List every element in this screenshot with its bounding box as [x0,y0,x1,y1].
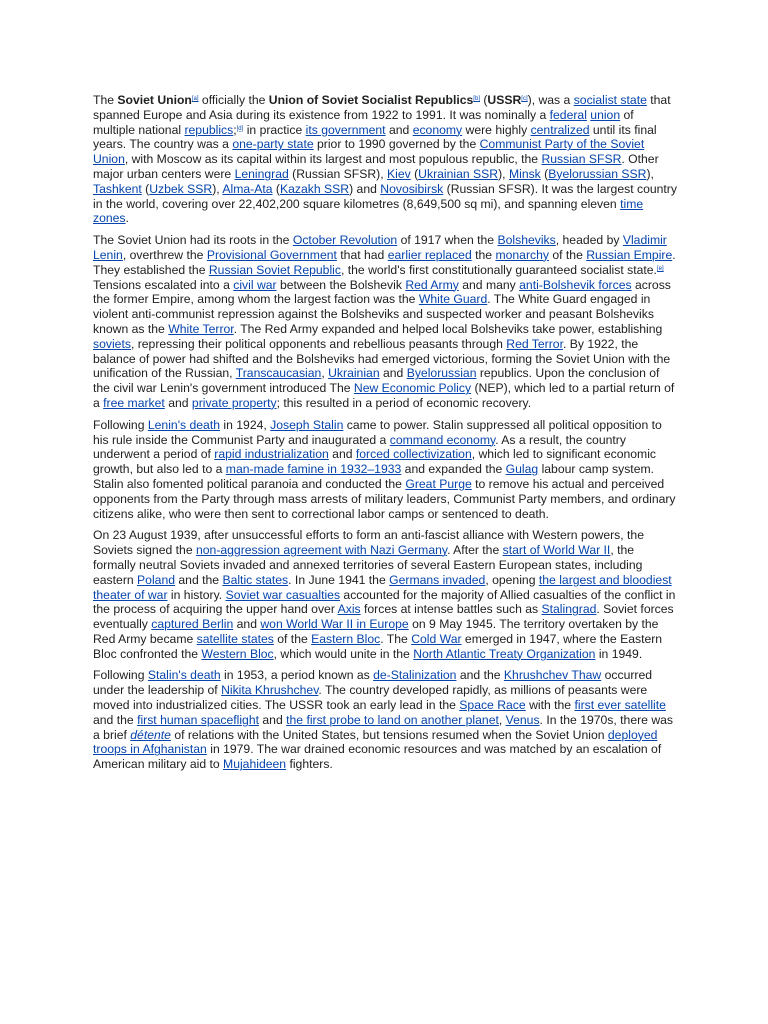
link-october-revolution[interactable]: October Revolution [292,233,398,248]
link-one-party-state[interactable]: one-party state [232,137,314,152]
text-run: emerged in 1947, where the Eastern Bloc confronted the [93,631,663,661]
text-run: and [328,447,356,462]
text-run: ), [646,166,654,181]
text-run: and the [93,712,138,727]
link-command-economy[interactable]: command economy [389,432,496,447]
link-ukrainian-ssr[interactable]: Ukrainian SSR [418,166,499,181]
link-republics[interactable]: republics [184,122,234,137]
link-man-made-famine-in-1932-1933[interactable]: man-made famine in 1932–1933 [225,462,402,477]
text-run: in 1924, [220,417,271,432]
link-great-purge[interactable]: Great Purge [405,476,472,491]
link-communist-party-of-the-soviet-union[interactable]: Communist Party of the Soviet Union [93,137,645,167]
link-kiev[interactable]: Kiev [387,166,411,181]
text-run: that had [336,247,388,262]
link-soviets[interactable]: soviets [93,336,131,351]
text-run: The Soviet Union had its roots in the [93,233,293,248]
text-run: forces at intense battles such as [360,602,542,617]
link-free-market[interactable]: free market [103,395,165,410]
link-won-world-war-ii-in-europe[interactable]: won World War II in Europe [260,617,409,632]
link-western-bloc[interactable]: Western Bloc [201,646,274,661]
link-time-zones[interactable]: time zones [93,196,644,226]
link-byelorussian[interactable]: Byelorussian [406,366,477,381]
link-lenin-s-death[interactable]: Lenin's death [147,417,221,432]
text-run: . In June 1941 the [288,572,390,587]
footnote-ref-link[interactable]: [e] [656,265,664,272]
footnote-ref [192,96,199,102]
text-run: prior to 1990 governed by the [313,137,480,152]
text-run: ( [410,166,419,181]
text-run: of 1917 when the [397,233,498,248]
link-cold-war[interactable]: Cold War [411,631,462,646]
link-its-government[interactable]: its government [305,122,386,137]
bold-term: Soviet Union [117,93,192,107]
text-run: , which led to significant economic growth, but also led to a [93,447,656,477]
paragraph-post-stalin [93,668,677,772]
link-socialist-state[interactable]: socialist state [573,93,647,107]
text-run: . The country developed rapidly, as millions of peasants were moved into industrialized cities. The USSR took an early lead in the [93,683,648,713]
text-run: were highly [462,122,531,137]
text-run: in 1979. The war drained economic resources and was matched by an escalation of American military aid to [93,742,662,772]
text-run: of the [548,247,587,262]
text-run: , the formally neutral Soviets invaded and annexed territories of several Eastern European states, including eastern [93,543,643,587]
link-captured-berlin[interactable]: captured Berlin [151,617,234,632]
text-run: and [233,617,261,632]
link-centralized[interactable]: centralized [530,122,590,137]
text-run: of multiple national [93,107,634,137]
paragraph-stalin-era [93,418,677,522]
link-red-terror[interactable]: Red Terror [506,336,563,351]
text-run: . The Red Army expanded and helped local Bolsheviks take power, establishing [233,321,663,336]
text-run: across the former Empire, among whom the largest faction was the [93,277,671,307]
link-axis[interactable]: Axis [337,602,361,617]
footnote-ref-link[interactable]: [b] [473,96,480,102]
link-detente[interactable] [130,728,171,742]
link-leningrad[interactable]: Leningrad [234,166,289,181]
bold-term: USSR [487,93,522,107]
text-run: ) and [349,181,381,196]
link-the-largest-and-bloodiest-theater-of-war[interactable]: the largest and bloodiest theater of war [93,572,672,602]
link-civil-war[interactable]: civil war [233,277,277,292]
link-tashkent[interactable]: Tashkent [93,181,142,196]
link-khrushchev-thaw[interactable]: Khrushchev Thaw [503,668,602,683]
link-joseph-stalin[interactable]: Joseph Stalin [270,417,344,432]
text-run: , [321,366,329,381]
link-stalin-s-death[interactable]: Stalin's death [147,668,221,683]
link-soviet-war-casualties[interactable]: Soviet war casualties [225,587,341,602]
text-run: came to power. Stalin suppressed all political opposition to his rule inside the Communist Party and inaugurated a [93,417,662,447]
text-run: , the world's first constitutionally guaranteed socialist state. [340,262,657,277]
footnote-ref-link[interactable]: [a] [191,96,199,102]
link-uzbek-ssr[interactable]: Uzbek SSR [149,181,213,196]
footnote-ref-link[interactable]: [d] [236,125,244,132]
link-eastern-bloc[interactable]: Eastern Bloc [311,631,381,646]
footnote-ref [473,96,480,102]
text-run: in practice [243,122,306,137]
article-body [93,93,677,779]
paragraph-world-war [93,528,677,661]
paragraph-intro [93,93,677,226]
link-kazakh-ssr[interactable]: Kazakh SSR [279,181,350,196]
link-venus[interactable]: Venus [505,712,540,727]
link-non-aggression-agreement-with-nazi-germany[interactable]: non-aggression agreement with Nazi Germany [195,543,448,558]
text-run: on 9 May 1945. The territory overtaken by the Red Army became [93,617,659,646]
text-run: Following [93,417,148,432]
text-run: ( [540,166,549,181]
link-space-race[interactable]: Space Race [459,698,526,713]
text-run: ; [233,122,237,137]
text-run: in 1949. [595,646,643,661]
link-the-first-probe-to-land-on-another-planet[interactable]: the first probe to land on another planet [286,712,499,727]
text-run: until its final years. The country was a [93,122,657,152]
link-novosibirsk[interactable]: Novosibirsk [380,181,444,196]
link-new-economic-policy[interactable]: New Economic Policy [353,381,472,396]
link-russian-soviet-republic[interactable]: Russian Soviet Republic [208,262,341,277]
link-economy[interactable]: economy [412,122,463,137]
text-run: ( [272,181,280,196]
text-run: The [93,93,118,107]
text-run: and [164,395,192,410]
link-start-of-world-war-ii[interactable]: start of World War II [502,543,611,558]
text-run: On 23 August 1939, after unsuccessful efforts to form an anti-fascist alliance with Western powers, the Soviets signed the [93,528,644,558]
text-run: , with Moscow as its capital within its largest and most populous republic, the [124,152,542,167]
text-run: . Soviet forces eventually [93,602,674,632]
text-run: . In the 1970s, there was a brief [93,712,674,742]
link-transcaucasian[interactable]: Transcaucasian [235,366,322,381]
text-run: . The White Guard engaged in violent anti-communist repression against the Bolsheviks and suspected worker and peasant Bolsheviks known as the [93,292,654,336]
footnote-ref-link[interactable]: [c] [521,96,528,102]
link-earlier-replaced[interactable]: earlier replaced [387,247,472,262]
text-run: with the [525,698,575,713]
text-run: , [498,712,506,727]
link-vladimir-lenin[interactable]: Vladimir Lenin [93,233,667,262]
text-run: (Russian SFSR), [288,166,387,181]
link-ukrainian[interactable]: Ukrainian [328,366,380,381]
text-run: and [385,122,413,137]
link-stalingrad[interactable]: Stalingrad [541,602,597,617]
link-gulag[interactable]: Gulag [505,462,539,477]
link-satellite-states[interactable]: satellite states [196,631,274,646]
text-run: to remove his actual and perceived opponents from the Party through mass arrests of military leaders, Communist Party members, and ordinary citizens alike, who were then sent to correctional labor camps or sentenced to death. [93,476,676,521]
link-rapid-industrialization[interactable]: rapid industrialization [214,447,329,462]
link-first-human-spaceflight[interactable]: first human spaceflight [137,712,259,727]
link-de-stalinization[interactable]: de-Stalinization [373,668,457,683]
link-bolsheviks[interactable]: Bolsheviks [497,233,556,248]
link-private-property[interactable]: private property [191,395,277,410]
bold-term: Union of Soviet Socialist Republics [268,93,474,107]
link-nikita-khrushchev[interactable]: Nikita Khrushchev [221,683,319,698]
footnote-ref [657,266,664,272]
text-run: and expanded the [401,462,506,477]
link-north-atlantic-treaty-organization[interactable]: North Atlantic Treaty Organization [413,646,596,661]
text-run: the [471,247,496,262]
link-monarchy[interactable]: monarchy [495,247,549,262]
text-run: between the Bolshevik [276,277,406,292]
text-run: accounted for the majority of Allied casualties of the conflict in the process of acquiring the upper hand over [93,587,676,617]
text-run: of the [273,631,312,646]
text-run: of relations with the United States, but tensions resumed when the Soviet Union [170,727,608,742]
link-anti-bolshevik-forces[interactable]: anti-Bolshevik forces [519,277,632,292]
text-run: ; this resulted in a period of economic recovery. [276,395,532,410]
link-first-ever-satellite[interactable]: first ever satellite [574,698,666,713]
text-run: . They established the [93,247,676,277]
link-russian-empire[interactable]: Russian Empire [586,247,673,262]
link-russian-sfsr[interactable]: Russian SFSR [541,152,622,167]
text-run: ), was a [527,93,574,107]
link-poland[interactable]: Poland [137,572,175,587]
link-white-guard[interactable]: White Guard [418,292,488,307]
text-run: ( [479,93,488,107]
text-run: and the [175,572,223,587]
text-run: occurred under the leadership of [93,668,653,698]
link-union[interactable]: union [590,107,621,122]
text-run: . The [380,631,412,646]
text-run: , opening [485,572,539,587]
link-mujahideen[interactable]: Mujahideen [223,757,287,772]
text-run: . After the [447,543,503,558]
text-run: . Other major urban centers were [93,152,659,181]
link-alma-ata[interactable]: Alma-Ata [222,181,273,196]
italic-term: détente [130,727,171,742]
link-baltic-states[interactable]: Baltic states [222,572,289,587]
text-run: ( [141,181,150,196]
text-run: ), [212,181,223,196]
text-run: that spanned Europe and Asia during its existence from 1922 to 1991. It was nominally a [93,93,671,122]
text-run: . [125,211,129,226]
text-run: Tensions escalated into a [93,277,234,292]
link-provisional-government[interactable]: Provisional Government [206,247,337,262]
text-run: , overthrew the [122,247,207,262]
text-run: Following [93,668,148,683]
text-run: and the [456,668,504,683]
text-run: (NEP), which led to a partial return of a [93,381,675,410]
paragraph-origins [93,233,677,411]
text-run: (Russian SFSR). It was the largest country in the world, covering over 22,402,200 square kilometres (8,649,500 sq mi), and spanning eleven [93,181,677,211]
link-byelorussian-ssr[interactable]: Byelorussian SSR [548,166,647,181]
link-federal[interactable]: federal [549,107,587,122]
text-run: republics. Upon the conclusion of the civil war Lenin's government introduced The [93,366,660,396]
text-run: , headed by [555,233,623,248]
text-run: , repressing their political opponents and rebellious peasants through [130,336,507,351]
text-run: officially the [198,93,269,107]
text-run: and [259,712,287,727]
text-run: ), [498,166,509,181]
text-run: and [379,366,407,381]
text-run: . By 1922, the balance of power had shifted and the Bolsheviks had emerged victorious, forming the Soviet Union with the unification of the Russian, [93,336,671,381]
link-forced-collectivization[interactable]: forced collectivization [355,447,472,462]
link-red-army[interactable]: Red Army [405,277,459,292]
link-germans-invaded[interactable]: Germans invaded [389,572,486,587]
text-run: in history. [167,587,226,602]
text-run: in 1953, a period known as [220,668,374,683]
link-minsk[interactable]: Minsk [508,166,541,181]
text-run: and many [458,277,520,292]
text-run: . As a result, the country underwent a period of [93,432,626,462]
link-deployed-troops-in-afghanistan[interactable]: deployed troops in Afghanistan [93,727,658,757]
text-run: , which would unite in the [273,646,414,661]
text-run: fighters. [286,757,333,772]
text-run: labour camp system. Stalin also fomented political paranoia and conducted the [93,462,655,491]
link-white-terror[interactable]: White Terror [168,321,234,336]
